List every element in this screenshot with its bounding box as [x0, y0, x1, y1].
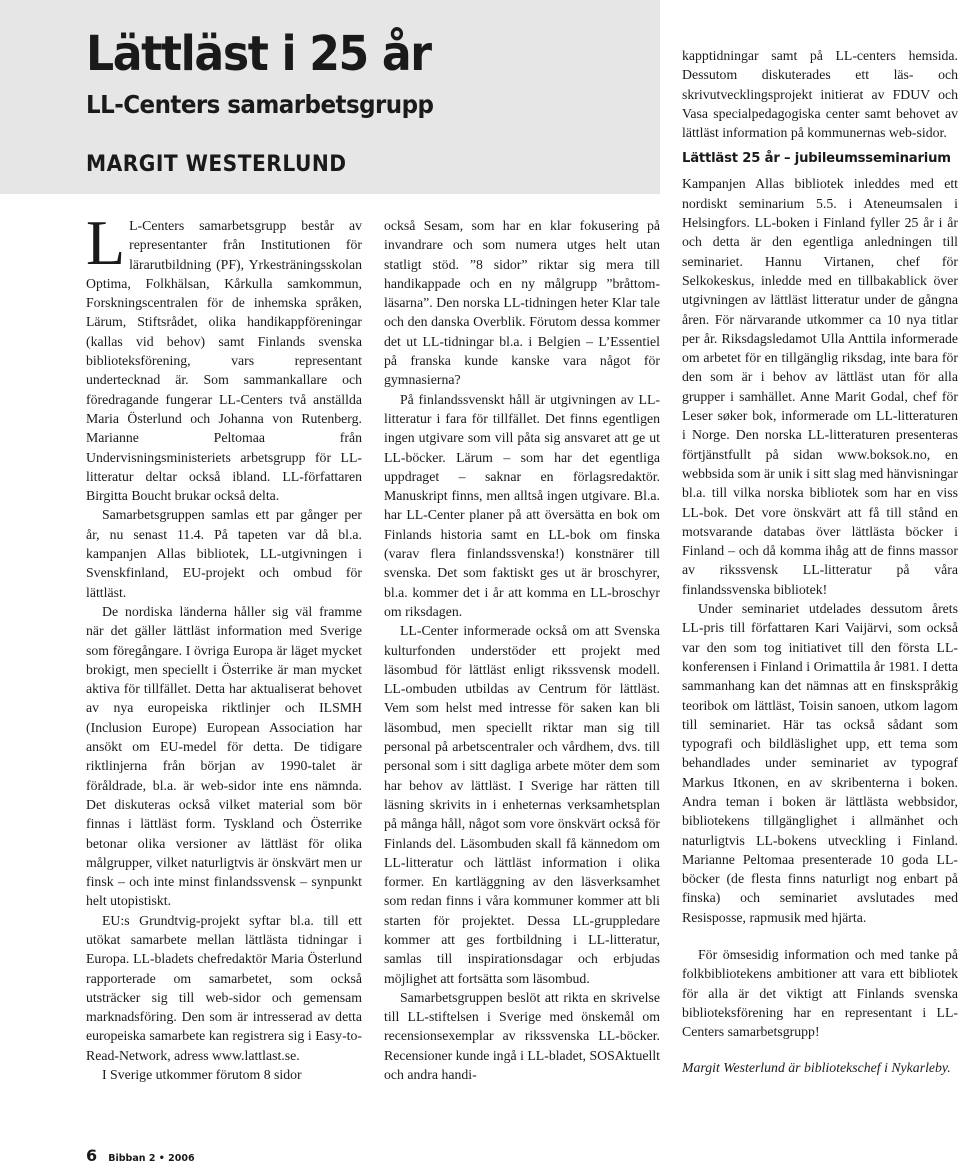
magazine-issue: Bibban 2 • 2006	[108, 1153, 195, 1164]
paragraph: också Sesam, som har en klar fokusering på invandrare och som numera utges helt utan statligt stöd. ”8 sidor” riktar sig mera till handikappade och en ny målgrupp ”bråttom-läsarna”. Den norska LL-tidningen heter Klar tale och den danska Overblik. Förutom dessa kommer det ut LL-tidningar bl.a. i Belgien – L’Essentiel på franska kunde kanske vara något för gymnasierna?	[384, 218, 660, 388]
paragraph: För ömsesidig information och med tanke på folkbibliotekens ambitioner att vara ett bibliotek för alla är det viktigt att Finlands svenska biblioteksförening har en representant i LL-Centers samarbetsgrupp!	[682, 947, 958, 1040]
paragraph-gap	[682, 927, 958, 945]
paragraph-text: L-Centers samarbetsgrupp består av representanter från Institutionen för lärarutbildning (PF), Yrkesträningsskolan Optima, Folkhälsan, Kårkulla samkommun, Forskningscentralen för de inhemska språken, Lärum, Stiftsrådet, olika handikappföreningar (kallas vid behov) samt Finlands svenska biblioteksförening, vars representant undertecknad är. Som sammankallare och föredragande fungerar LL-Centers två anställda Maria Österlund och Johanna von Rutenberg. Marianne Peltomaa från Undervisningsministeriets arbetsgrupp för LL-litteratur deltar också ibland. LL-författaren Birgitta Boucht brukar också delta.	[86, 218, 362, 504]
article-title: Lättläst i 25 år	[86, 26, 431, 82]
article-subtitle: LL-Centers samarbetsgrupp	[86, 90, 434, 119]
paragraph: Kampanjen Allas bibliotek inleddes med ett nordiskt seminarium 5.5. i Ateneumsalen i Helsingfors. LL-boken i Finland fyller 25 år i år och detta är den egentliga anledningen till seminariet. Hannu Virtanen, chef för Selkokeskus, inledde med en tillbakablick över utgivningen av lättläst litteratur under de gångna åren. För närvarande utkommer ca 10 nya titlar per år. Riksdagsledamot Ulla Anttila informerade om arbetet för en tillgänglig riksdag, inte bara för den som är i behov av lättläst utan för alla grupper i samhället. Anne Marit Godal, chef för Leser søker bok, informerade om LL-litteraturen i Norge. Den norska LL-litteraturen presenteras förtjänstfullt på sidan www.boksok.no, en webbsida som är unik i sitt slag med hänvisningar bl.a. till vilka norska bibliotek som har en viss LL-bok. Det vore önskvärt att få till stånd en motsvarande databas över lättlästa böcker i Finland – och då komma ihåg att de finns massor av rikssvensk LL-litteratur på våra finlandssvenska bibliotek!	[682, 176, 958, 597]
text-column-3	[682, 46, 958, 1077]
paragraph: Under seminariet utdelades dessutom årets LL-pris till författaren Kari Vaijärvi, som också var den som tog initiativet till den första LL-konferensen i Finland i Orimattila år 1981. I detta sammanhang kan det nämnas att en finskspråkig teoribok om lättläst, Toisin sanoen, utkom lagom till seminariet. Här tas också sådant som typografi och bildläslighet upp, ett tema som behandlades under seminariet av typograf Markus Itkonen, en av skribenterna i boken. Andra teman i boken är lättlästa webbsidor, bibliotekens tillgänglighet i allmänhet och naturligtvis LL-bokens utveckling i Finland. Marianne Peltomaa presenterade 10 goda LL-böcker (de flesta finns naturligt nog enbart på finska) och seminariet avslutades med Resisposse, rapmusik med hjärta.	[682, 601, 958, 925]
paragraph: På finlandssvenskt håll är utgivningen av LL-litteratur i fara för tillfället. Det finns egentligen ingen utgivare som vill påta sig ansvaret att ge ut LL-böcker. Lärum – som har det egentliga uppdraget – saknar en förlagsredaktör. Manuskript finns, men alltså ingen utgivare. Bl.a. har LL-Center planer på att översätta en bok om Finlands historia samt en LL-bok om finska (varav flera finlandssvenska!) konstnärer till svenska. Det som faktiskt ges ut är broschyrer, bl.a. kommer det i år att komma en LL-broschyr om riksdagen.	[384, 391, 660, 619]
paragraph: LL-Center informerade också om att Svenska kulturfonden understöder ett projekt med läsombud för lättläst enligt rikssvensk modell. LL-ombuden utbildas av Centrum för lättläst. Vem som helst med intresse för saken kan bli läsombud, men speciellt riktar man sig till personal på arbetscentraler och vårdhem, dvs. till personal som i sitt dagliga arbete möter dem som har behov av lättläst. I Sverige har rätten till läsning skrivits in i enheternas verksamhetsplan på många håll, något som vore önskvärt också för Finlands del. Läsombuden skall få kännedom om LL-litteratur och lättläst information i olika former. En kartläggning av den läsverksamhet som redan finns i våra kommuner kommer att bli starten för projektet. Dessa LL-gruppledare kommer att ges fortbildning i LL-litteratur, samlas till inspirationsdagar och erbjudas möjlighet att fortsätta som läsombud.	[384, 623, 660, 986]
text-column-1	[86, 207, 362, 1084]
paragraph: Samarbetsgruppen beslöt att rikta en skrivelse till LL-stiftelsen i Sverige med önskemål om recensionsexemplar av rikssvenska LL-böcker. Recensioner kunde ingå i LL-bladet, SOSAktuellt och andra handi-	[384, 989, 660, 1083]
paragraph: kapptidningar samt på LL-centers hemsida. Dessutom diskuterades ett läs- och skrivutvecklingsprojekt initierat av FDUV och Vasa specialpedagogiska center samt behovet av lättläst information på kommunernas web-sidor.	[682, 48, 958, 141]
paragraph	[86, 207, 362, 505]
paragraph: EU:s Grundtvig-projekt syftar bl.a. till ett utökat samarbete mellan lättlästa tidningar i Europa. LL-bladets chefredaktör Maria Österlund rapporterade om samarbetet, som också utsträcker sig till web-sidor och gemensam marknadsföring. Den som är intresserad av detta europeiska samarbete kan registrera sig i Easy-to-Read-Network, adress www.lattlast.se.	[86, 912, 362, 1063]
author-signature: Margit Westerlund är bibliotekschef i Nykarleby.	[682, 1059, 951, 1075]
author-byline: MARGIT WESTERLUND	[86, 152, 347, 177]
paragraph: I Sverige utkommer förutom 8 sidor	[102, 1067, 302, 1083]
paragraph: Samarbetsgruppen samlas ett par gånger per år, nu senast 11.4. På tapeten var då bl.a. kampanjen Allas bibliotek, LL-utgivningen i Svenskfinland, EU-projekt och ombud för lättläst.	[86, 507, 362, 600]
page-number: 6	[86, 1146, 98, 1165]
drop-cap: L	[86, 207, 126, 278]
text-column-2	[384, 216, 660, 1084]
paragraph: De nordiska länderna håller sig väl framme när det gäller lättläst information med Sverige som föregångare. I övriga Europa är läget mycket brokigt, men speciellt i Österrike är man mycket aktiva för tillfället. Detta har aktualiserat behovet av nya europeiska riktlinjer och ILSMH (Inclusion Europe) European Association har ansökt om EU-medel för detta. De tidigare riktlinjerna från början av 1990-talet är föråldrade, bl.a. är web-sidor inte ens nämnda. Det diskuteras också vilket material som bör finnas i lättläst form. Tyskland och Österrike betonar olika versioner av lättläst för olika målgrupper, vilket naturligtvis är önskvärt men ur finsk – och inte minst finlandssvensk – synpunkt helt utopistiskt.	[86, 603, 362, 909]
section-heading: Lättläst 25 år – jubileumsseminarium	[682, 151, 951, 167]
page-footer	[86, 1146, 195, 1165]
